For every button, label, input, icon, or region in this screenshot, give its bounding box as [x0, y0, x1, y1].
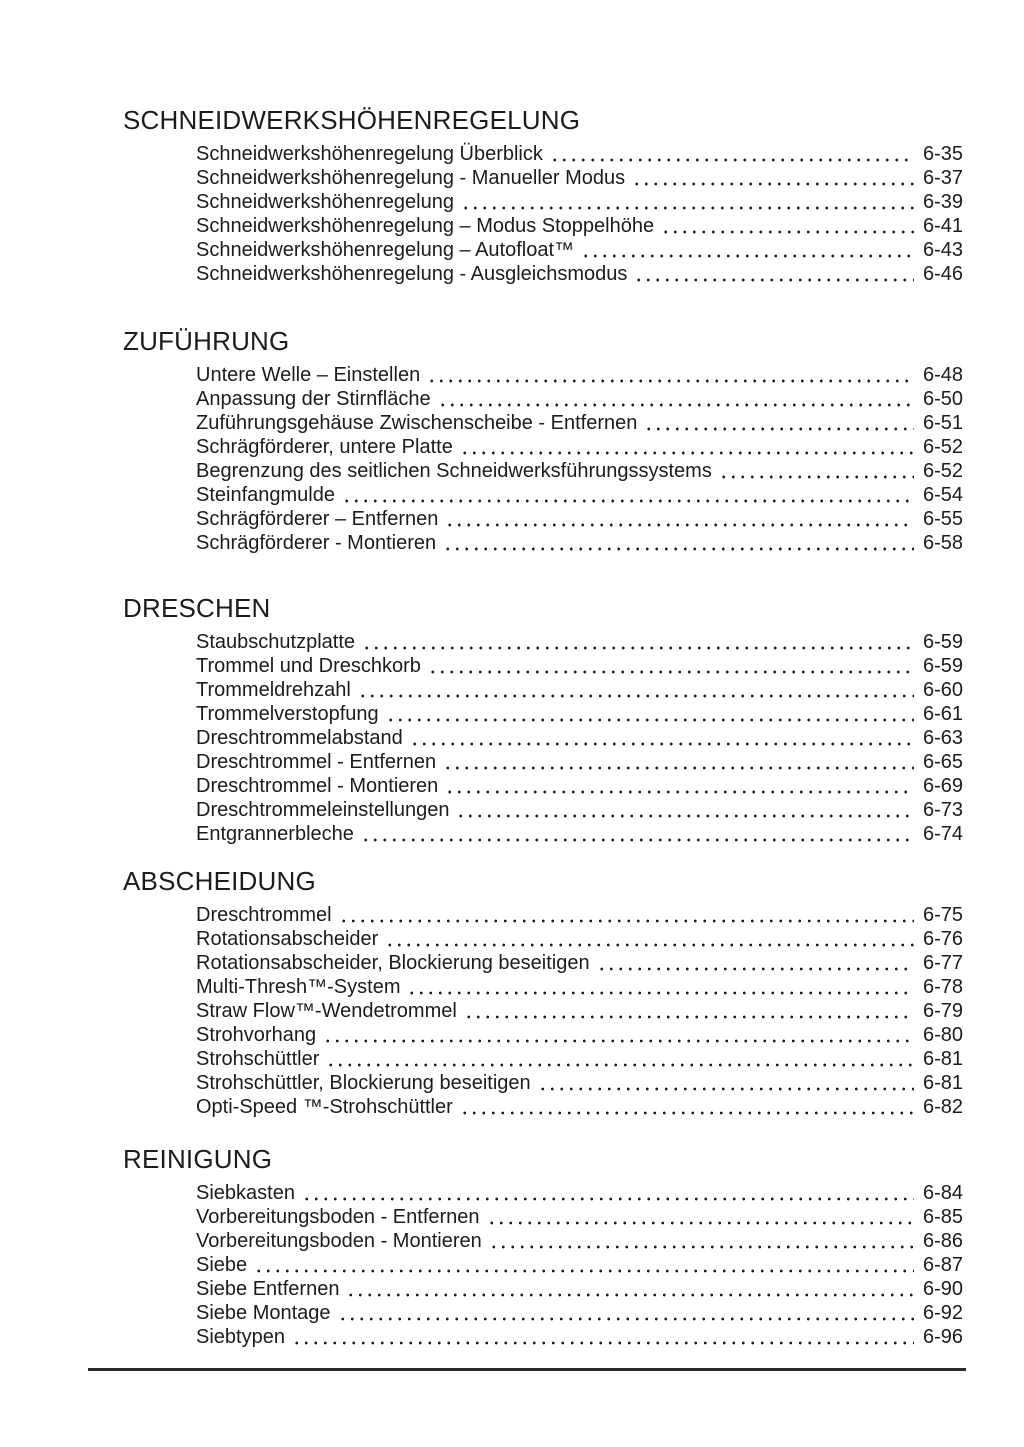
toc — [123, 107, 963, 1349]
toc-entry-label: Schneidwerkshöhenregelung - Ausgleichsmodus — [196, 263, 628, 285]
section-title: SCHNEIDWERKSHÖHENREGELUNG — [123, 105, 581, 135]
toc-entry-label: Begrenzung des seitlichen Schneidwerksführungssystems — [196, 460, 712, 482]
toc-entry-page: 6-74 — [922, 823, 963, 845]
toc-entry-row — [196, 262, 963, 286]
dot-leader — [326, 1047, 914, 1071]
toc-entry-page: 6-39 — [922, 191, 963, 213]
toc-entry-label: Entgrannerbleche — [196, 823, 354, 845]
dot-leader — [632, 166, 914, 190]
dot-leader — [346, 1277, 914, 1301]
toc-entry-row — [196, 1047, 963, 1071]
toc-entry-row — [196, 214, 963, 238]
toc-entry-page: 6-79 — [922, 1000, 963, 1022]
toc-entry-label: Schneidwerkshöhenregelung — [196, 191, 454, 213]
toc-entry-row — [196, 927, 963, 951]
toc-entry-page: 6-84 — [922, 1182, 963, 1204]
toc-entry-page: 6-86 — [922, 1230, 963, 1252]
toc-entry-row — [196, 1023, 963, 1047]
toc-entry-row — [196, 238, 963, 262]
dot-leader — [460, 435, 914, 459]
toc-entry-row — [196, 142, 963, 166]
dot-leader — [323, 1023, 914, 1047]
toc-entry-page: 6-46 — [922, 263, 963, 285]
toc-entry-label: Zuführungsgehäuse Zwischenscheibe - Entfernen — [196, 412, 638, 434]
toc-entry-page: 6-54 — [922, 484, 963, 506]
toc-entry-page: 6-87 — [922, 1254, 963, 1276]
toc-entry-label: Straw Flow™-Wendetrommel — [196, 1000, 457, 1022]
toc-entry-page: 6-81 — [922, 1048, 963, 1070]
toc-entry-row — [196, 1253, 963, 1277]
dot-leader — [644, 411, 914, 435]
toc-entry-label: Schneidwerkshöhenregelung – Autofloat™ — [196, 239, 575, 261]
dot-leader — [461, 190, 914, 214]
toc-section — [123, 1146, 963, 1349]
dot-leader — [292, 1325, 914, 1349]
toc-entry-row — [196, 190, 963, 214]
toc-entry-label: Siebtypen — [196, 1326, 285, 1348]
toc-entry-label: Anpassung der Stirnfläche — [196, 388, 431, 410]
toc-entry-label: Siebe Montage — [196, 1302, 331, 1324]
toc-entry-label: Dreschtrommel — [196, 904, 332, 926]
toc-entry-label: Schrägförderer - Montieren — [196, 532, 437, 554]
toc-entry-row — [196, 678, 963, 702]
toc-entry-page: 6-48 — [922, 364, 963, 386]
dot-leader — [597, 951, 914, 975]
section-entries — [196, 903, 963, 1119]
toc-entry-label: Schneidwerkshöhenregelung – Modus Stoppelhöhe — [196, 215, 655, 237]
toc-entry-row — [196, 435, 963, 459]
toc-entry-page: 6-81 — [922, 1072, 963, 1094]
dot-leader — [489, 1229, 914, 1253]
dot-leader — [362, 630, 914, 654]
toc-entry-row — [196, 774, 963, 798]
toc-entry-label: Untere Welle – Einstellen — [196, 364, 421, 386]
toc-section — [123, 328, 963, 555]
toc-entry-row — [196, 750, 963, 774]
toc-entry-row — [196, 1229, 963, 1253]
toc-entry-label: Opti-Speed ™-Strohschüttler — [196, 1096, 453, 1118]
toc-entry-label: Staubschutzplatte — [196, 631, 355, 653]
dot-leader — [443, 531, 914, 555]
section-entries — [196, 363, 963, 555]
toc-entry-row — [196, 1181, 963, 1205]
dot-leader — [550, 142, 914, 166]
dot-leader — [427, 363, 914, 387]
toc-entry-label: Siebe — [196, 1254, 248, 1276]
toc-entry-label: Schrägförderer, untere Platte — [196, 436, 453, 458]
toc-entry-page: 6-63 — [922, 727, 963, 749]
toc-entry-label: Dreschtrommeleinstellungen — [196, 799, 450, 821]
toc-section — [123, 107, 963, 286]
toc-entry-page: 6-51 — [922, 412, 963, 434]
toc-entry-label: Trommel und Dreschkorb — [196, 655, 421, 677]
toc-entry-page: 6-69 — [922, 775, 963, 797]
toc-entry-label: Vorbereitungsboden - Entfernen — [196, 1206, 480, 1228]
dot-leader — [445, 774, 914, 798]
toc-entry-label: Rotationsabscheider — [196, 928, 379, 950]
toc-entry-page: 6-80 — [922, 1024, 963, 1046]
toc-entry-page: 6-43 — [922, 239, 963, 261]
section-entries — [196, 142, 963, 286]
toc-entry-row — [196, 822, 963, 846]
toc-entry-row — [196, 411, 963, 435]
dot-leader — [661, 214, 914, 238]
toc-entry-label: Trommelverstopfung — [196, 703, 379, 725]
dot-leader — [407, 975, 913, 999]
toc-entry-row — [196, 975, 963, 999]
toc-entry-label: Strohschüttler, Blockierung beseitigen — [196, 1072, 531, 1094]
toc-entry-row — [196, 630, 963, 654]
dot-leader — [386, 702, 914, 726]
toc-entry-row — [196, 166, 963, 190]
toc-entry-page: 6-52 — [922, 436, 963, 458]
section-entries — [196, 1181, 963, 1349]
dot-leader — [464, 999, 914, 1023]
toc-entry-label: Vorbereitungsboden - Montieren — [196, 1230, 482, 1252]
footer-rule — [88, 1368, 966, 1371]
dot-leader — [410, 726, 914, 750]
toc-entry-row — [196, 999, 963, 1023]
toc-entry-page: 6-65 — [922, 751, 963, 773]
toc-entry-page: 6-90 — [922, 1278, 963, 1300]
section-title: ZUFÜHRUNG — [123, 326, 290, 356]
section-title: ABSCHEIDUNG — [123, 866, 316, 896]
toc-section — [123, 595, 963, 846]
toc-entry-label: Strohschüttler — [196, 1048, 320, 1070]
toc-entry-row — [196, 654, 963, 678]
toc-entry-page: 6-41 — [922, 215, 963, 237]
toc-entry-label: Siebkasten — [196, 1182, 295, 1204]
dot-leader — [385, 927, 914, 951]
dot-leader — [456, 798, 914, 822]
dot-leader — [358, 678, 914, 702]
toc-entry-page: 6-92 — [922, 1302, 963, 1324]
toc-entry-row — [196, 951, 963, 975]
toc-entry-label: Steinfangmulde — [196, 484, 335, 506]
toc-entry-row — [196, 1325, 963, 1349]
dot-leader — [538, 1071, 914, 1095]
dot-leader — [719, 459, 914, 483]
toc-entry-row — [196, 726, 963, 750]
toc-entry-page: 6-55 — [922, 508, 963, 530]
toc-entry-label: Trommeldrehzahl — [196, 679, 351, 701]
toc-entry-page: 6-76 — [922, 928, 963, 950]
dot-leader — [581, 238, 914, 262]
toc-entry-page: 6-58 — [922, 532, 963, 554]
dot-leader — [445, 507, 914, 531]
toc-entry-label: Dreschtrommel - Montieren — [196, 775, 439, 797]
toc-entry-row — [196, 1095, 963, 1119]
dot-leader — [443, 750, 914, 774]
toc-entry-label: Dreschtrommelabstand — [196, 727, 403, 749]
toc-entry-row — [196, 459, 963, 483]
section-entries — [196, 630, 963, 846]
toc-entry-row — [196, 531, 963, 555]
dot-leader — [254, 1253, 914, 1277]
dot-leader — [361, 822, 914, 846]
dot-leader — [438, 387, 914, 411]
toc-entry-page: 6-37 — [922, 167, 963, 189]
toc-entry-row — [196, 363, 963, 387]
toc-entry-page: 6-82 — [922, 1096, 963, 1118]
toc-entry-page: 6-75 — [922, 904, 963, 926]
toc-entry-page: 6-59 — [922, 655, 963, 677]
toc-section — [123, 868, 963, 1119]
toc-entry-page: 6-77 — [922, 952, 963, 974]
toc-entry-page: 6-73 — [922, 799, 963, 821]
dot-leader — [428, 654, 914, 678]
toc-entry-label: Rotationsabscheider, Blockierung beseitigen — [196, 952, 590, 974]
toc-entry-label: Dreschtrommel - Entfernen — [196, 751, 437, 773]
toc-entry-page: 6-96 — [922, 1326, 963, 1348]
toc-entry-row — [196, 1071, 963, 1095]
toc-entry-row — [196, 903, 963, 927]
dot-leader — [342, 483, 914, 507]
toc-entry-row — [196, 702, 963, 726]
toc-entry-row — [196, 798, 963, 822]
toc-entry-row — [196, 1301, 963, 1325]
dot-leader — [460, 1095, 914, 1119]
dot-leader — [487, 1205, 914, 1229]
toc-entry-page: 6-78 — [922, 976, 963, 998]
section-title: DRESCHEN — [123, 593, 271, 623]
toc-entry-label: Strohvorhang — [196, 1024, 317, 1046]
toc-entry-row — [196, 1205, 963, 1229]
toc-entry-row — [196, 507, 963, 531]
toc-entry-label: Schneidwerkshöhenregelung Überblick — [196, 143, 543, 165]
dot-leader — [339, 903, 914, 927]
toc-entry-label: Multi-Thresh™-System — [196, 976, 401, 998]
dot-leader — [338, 1301, 914, 1325]
toc-entry-page: 6-35 — [922, 143, 963, 165]
toc-entry-row — [196, 483, 963, 507]
toc-entry-page: 6-60 — [922, 679, 963, 701]
toc-entry-label: Schrägförderer – Entfernen — [196, 508, 439, 530]
toc-entry-page: 6-50 — [922, 388, 963, 410]
toc-entry-row — [196, 1277, 963, 1301]
toc-entry-label: Schneidwerkshöhenregelung - Manueller Modus — [196, 167, 626, 189]
dot-leader — [634, 262, 914, 286]
toc-entry-page: 6-61 — [922, 703, 963, 725]
section-title: REINIGUNG — [123, 1144, 273, 1174]
dot-leader — [302, 1181, 914, 1205]
toc-entry-page: 6-85 — [922, 1206, 963, 1228]
toc-entry-label: Siebe Entfernen — [196, 1278, 340, 1300]
toc-entry-page: 6-59 — [922, 631, 963, 653]
toc-entry-page: 6-52 — [922, 460, 963, 482]
toc-entry-row — [196, 387, 963, 411]
